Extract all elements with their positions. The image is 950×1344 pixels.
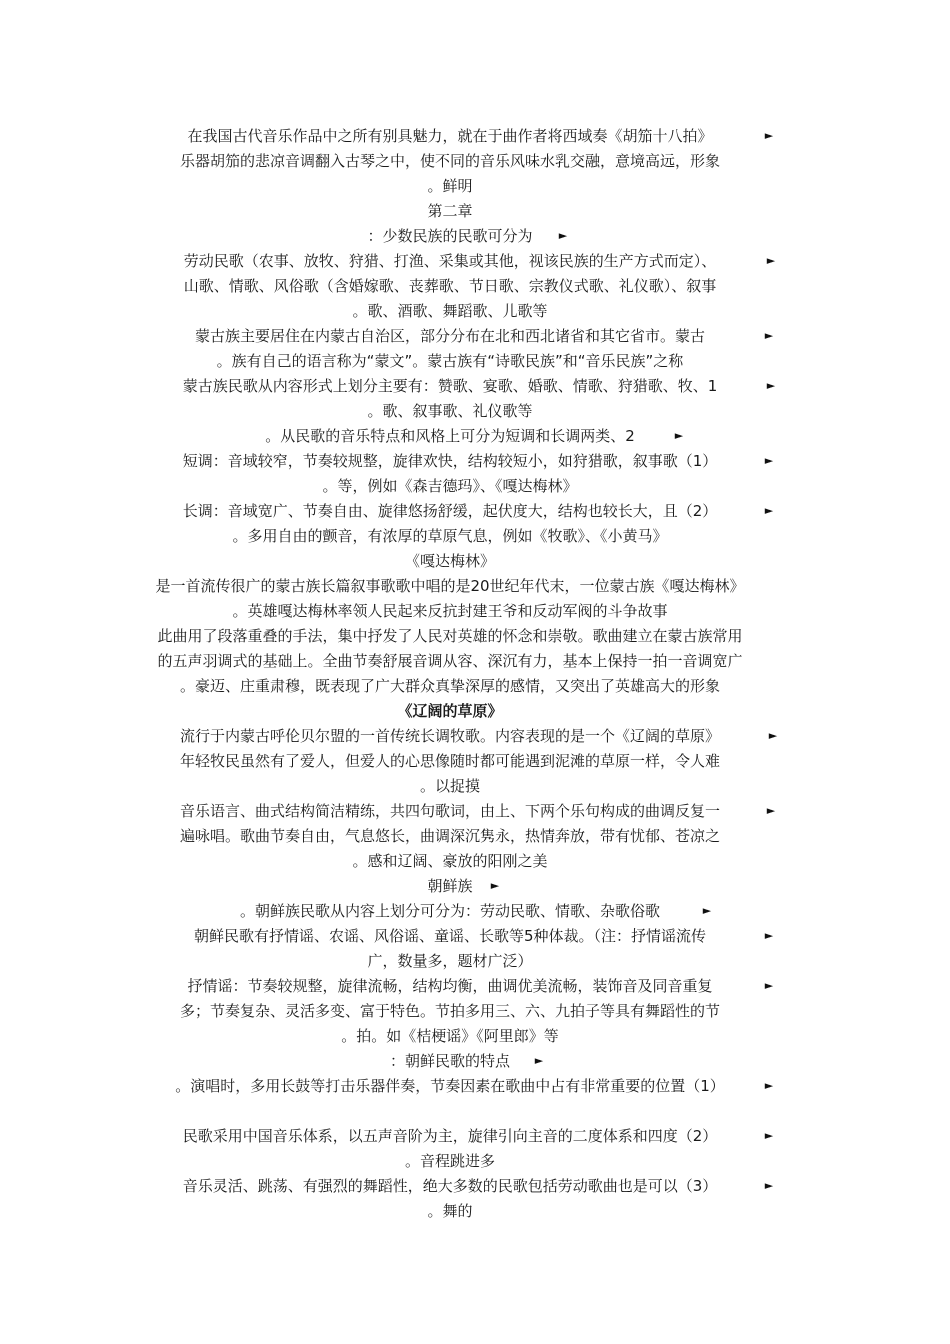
text-line: 朝鲜民歌有抒情谣、农谣、风俗谣、童谣、长歌等5种体裁。（注：抒情谣流传 <box>193 927 707 945</box>
text-line: 。拍。如《桔梗谣》《阿里郎》等 <box>341 1027 559 1045</box>
text-line: 。演唱时，多用长鼓等打击乐器伴奏，节奏因素在歌曲中占有非常重要的位置（1） <box>175 1077 725 1095</box>
bullet-arrow-icon: ► <box>766 804 776 817</box>
bullet-arrow-icon: ► <box>490 879 500 892</box>
text-line: 山歌、情歌、风俗歌（含婚嫁歌、丧葬歌、节日歌、宗教仪式歌、礼仪歌）、叙事 <box>183 277 717 295</box>
bullet-arrow-icon: ► <box>766 254 776 267</box>
text-line: 。豪迈、庄重肃穆，既表现了广大群众真挚深厚的感情，又突出了英雄高大的形象 <box>179 677 720 695</box>
bullet-arrow-icon: ► <box>674 429 684 442</box>
text-line: ：朝鲜民歌的特点 <box>389 1052 510 1070</box>
text-line: 音乐语言、曲式结构简洁精练，共四句歌词，由上、下两个乐句构成的曲调反复一 <box>179 802 720 820</box>
bullet-arrow-icon: ► <box>702 904 712 917</box>
text-line: 。感和辽阔、豪放的阳刚之美 <box>352 852 548 870</box>
text-line: 民歌采用中国音乐体系，以五声音阶为主，旋律引向主音的二度体系和四度（2） <box>182 1127 718 1145</box>
text-line: 遍咏唱。歌曲节奏自由，气息悠长，曲调深沉隽永，热情奔放，带有忧郁、苍凉之 <box>179 827 720 845</box>
text-line: 音乐灵活、跳荡、有强烈的舞蹈性，绝大多数的民歌包括劳动歌曲也是可以（3） <box>182 1177 718 1195</box>
text-line: 劳动民歌（农事、放牧、狩猎、打渔、采集或其他，视该民族的生产方式而定）、 <box>183 252 717 270</box>
bullet-arrow-icon: ► <box>764 979 774 992</box>
text-line: 流行于内蒙古呼伦贝尔盟的一首传统长调牧歌。内容表现的是一个《辽阔的草原》 <box>179 727 720 745</box>
text-line: 。族有自己的语言称为“蒙文”。蒙古族有“诗歌民族”和“音乐民族”之称 <box>216 352 684 370</box>
text-line: 。从民歌的音乐特点和风格上可分为短调和长调两类、2 <box>265 427 635 445</box>
bullet-arrow-icon: ► <box>764 454 774 467</box>
bullet-arrow-icon: ► <box>764 129 774 142</box>
bullet-arrow-icon: ► <box>768 729 778 742</box>
text-line: 。舞的 <box>427 1202 473 1220</box>
bullet-arrow-icon: ► <box>534 1054 544 1067</box>
bullet-arrow-icon: ► <box>558 229 568 242</box>
bullet-arrow-icon: ► <box>764 1129 774 1142</box>
bullet-arrow-icon: ► <box>766 379 776 392</box>
text-line: 。鲜明 <box>427 177 473 195</box>
text-line: 蒙古族民歌从内容形式上划分主要有：赞歌、宴歌、婚歌、情歌、狩猎歌、牧、1 <box>182 377 718 395</box>
text-line: 长调：音域宽广、节奏自由、旋律悠扬舒缓，起伏度大，结构也较长大，且（2） <box>182 502 718 520</box>
text-line: 此曲用了段落重叠的手法，集中抒发了人民对英雄的怀念和崇敬。歌曲建立在蒙古族常用 <box>157 627 743 645</box>
text-line: 。英雄嘎达梅林率领人民起来反抗封建王爷和反动军阀的斗争故事 <box>232 602 668 620</box>
section-title: 《辽阔的草原》 <box>397 702 503 720</box>
section-title: 《嘎达梅林》 <box>404 552 495 570</box>
text-line: 乐器胡笳的悲凉音调翻入古琴之中，使不同的音乐风味水乳交融，意境高远，形象 <box>179 152 720 170</box>
text-line: 在我国古代音乐作品中之所有别具魅力，就在于曲作者将西域奏《胡笳十八拍》 <box>187 127 713 145</box>
text-line: 广，数量多，题材广泛） <box>367 952 533 970</box>
text-line: 。歌、酒歌、舞蹈歌、儿歌等 <box>352 302 548 320</box>
bullet-arrow-icon: ► <box>764 1179 774 1192</box>
text-line: 。歌、叙事歌、礼仪歌等 <box>367 402 533 420</box>
text-line: 年轻牧民虽然有了爱人，但爱人的心思像随时都可能遇到泥滩的草原一样，令人难 <box>179 752 720 770</box>
text-line: 的五声羽调式的基础上。全曲节奏舒展音调从容、深沉有力，基本上保持一拍一音调宽广 <box>157 652 743 670</box>
bullet-arrow-icon: ► <box>764 329 774 342</box>
text-line: 。音程跳进多 <box>404 1152 495 1170</box>
chapter-heading: 第二章 <box>427 202 473 220</box>
text-line: 。多用自由的颤音，有浓厚的草原气息，例如《牧歌》、《小黄马》 <box>232 527 668 545</box>
text-line: 是一首流传很广的蒙古族长篇叙事歌歌中唱的是20世纪年代末，一位蒙古族《嘎达梅林》 <box>155 577 745 595</box>
text-line: 。朝鲜族民歌从内容上划分可分为：劳动民歌、情歌、杂歌俗歌 <box>239 902 660 920</box>
text-line: 多；节奏复杂、灵活多变、富于特色。节拍多用三、六、九拍子等具有舞蹈性的节 <box>179 1002 720 1020</box>
bullet-arrow-icon: ► <box>764 504 774 517</box>
text-line: 。以捉摸 <box>419 777 480 795</box>
section-title: 朝鲜族 <box>427 877 473 895</box>
text-line: 短调：音域较窄，节奏较规整，旋律欢快，结构较短小，如狩猎歌，叙事歌（1） <box>182 452 718 470</box>
bullet-arrow-icon: ► <box>764 1079 774 1092</box>
text-line: 抒情谣：节奏较规整，旋律流畅，结构均衡，曲调优美流畅，装饰音及同音重复 <box>187 977 713 995</box>
text-line: 蒙古族主要居住在内蒙古自治区，部分分布在北和西北诸省和其它省市。蒙古 <box>194 327 705 345</box>
text-line: 。等，例如《森吉德玛》、《嘎达梅林》 <box>322 477 578 495</box>
text-line: ：少数民族的民歌可分为 <box>367 227 533 245</box>
bullet-arrow-icon: ► <box>764 929 774 942</box>
